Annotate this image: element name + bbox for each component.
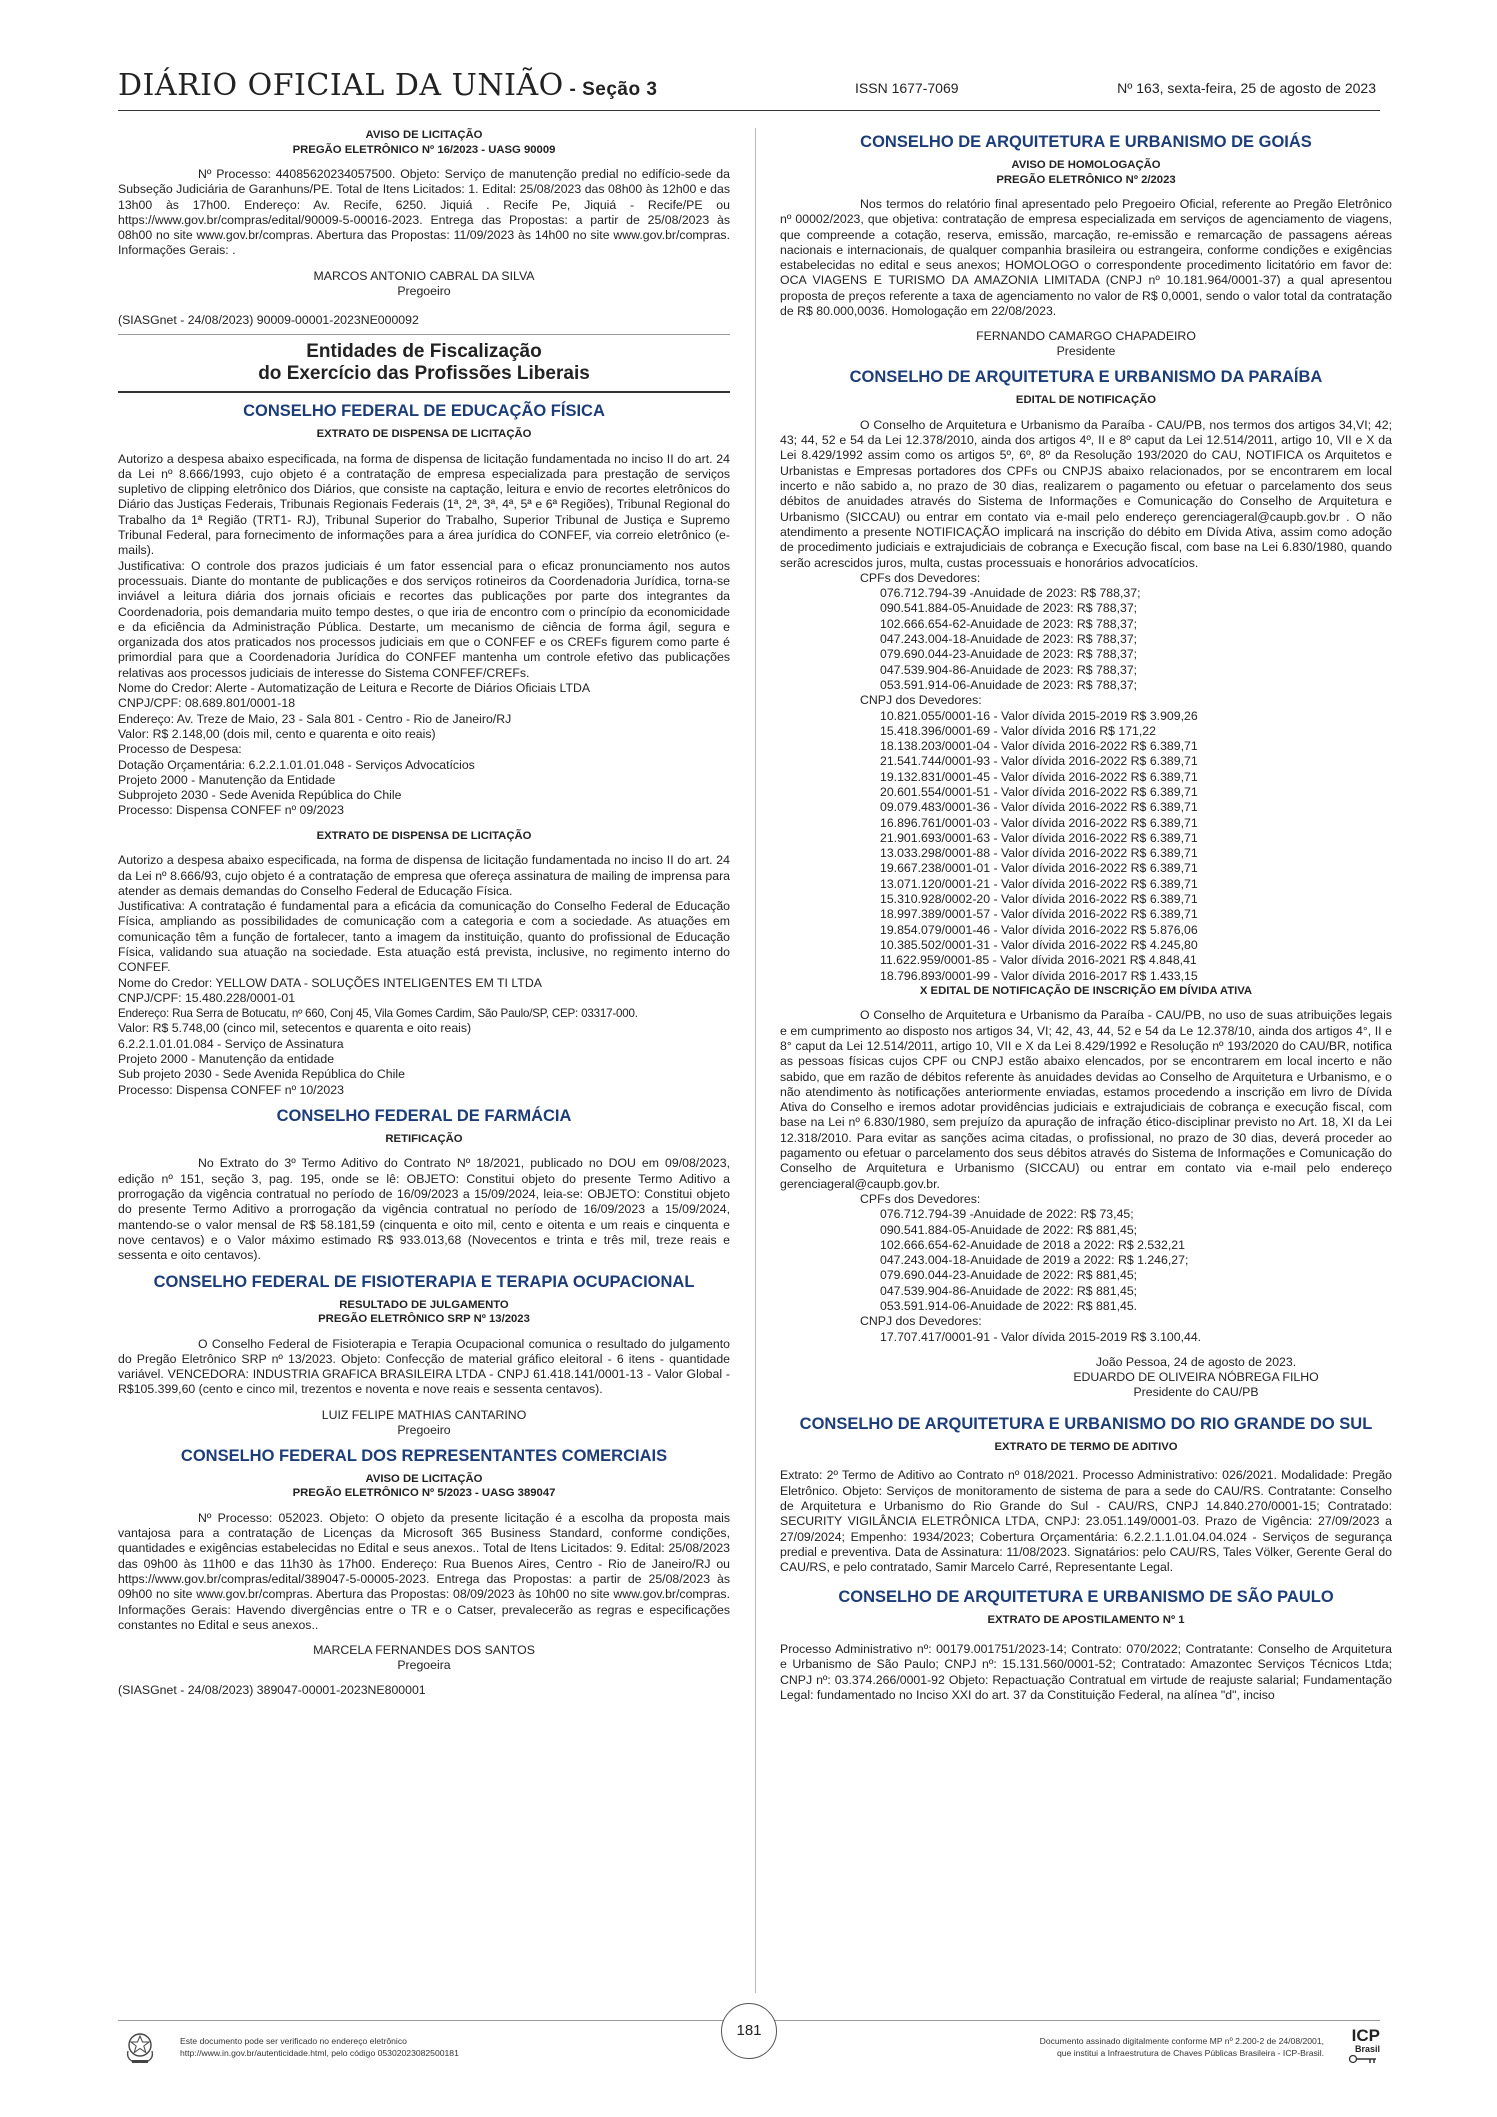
siasg-code: (SIASGnet - 24/08/2023) 389047-00001-2023NE800001 <box>118 1683 426 1698</box>
debtor-list <box>780 1192 1392 1345</box>
list-item: 19.132.831/0001-45 - Valor dívida 2016-2022 R$ 6.389,71 <box>880 769 1198 784</box>
org-title: CONSELHO FEDERAL DE FISIOTERAPIA E TERAPIA OCUPACIONAL <box>153 1272 695 1291</box>
notice-body: O Conselho Federal de Fisioterapia e Terapia Ocupacional comunica o resultado do julgamento do Pregão Eletrônico SRP nº 13/2023. Objeto: Confecção de material gráfico eleitoral - 6 itens - quantidade variável. VENCEDORA: INDUSTRIA GRAFICA BRASILEIRA LTDA - CNPJ 61.418.141/0001-13 - Valor Global - R$105.399,60 (cento e cinco mil, trezentos e noventa e nove reais e sessenta centavos). <box>118 1336 730 1397</box>
list-item: 11.622.959/0001-85 - Valor dívida 2016-2021 R$ 4.848,41 <box>880 953 1197 968</box>
list-item: 21.901.693/0001-63 - Valor dívida 2016-2022 R$ 6.389,71 <box>880 830 1198 845</box>
list-item: 076.712.794-39 -Anuidade de 2023: R$ 788,37; <box>880 586 1141 601</box>
detail-list <box>118 681 730 819</box>
notice-heading: X EDITAL DE NOTIFICAÇÃO DE INSCRIÇÃO EM DÍVIDA ATIVA <box>919 984 1253 997</box>
list-heading: CPFs dos Devedores: <box>860 1191 981 1206</box>
detail-line: Sub projeto 2030 - Sede Avenida República do Chile <box>118 1067 405 1082</box>
notice-heading: RETIFICAÇÃO <box>385 1132 463 1145</box>
list-heading: CNPJ dos Devedores: <box>860 1314 982 1329</box>
journal-name: DIÁRIO OFICIAL DA UNIÃO <box>118 68 564 103</box>
list-item: 19.667.238/0001-01 - Valor dívida 2016-2022 R$ 6.389,71 <box>880 861 1198 876</box>
list-item: 18.138.203/0001-04 - Valor dívida 2016-2022 R$ 6.389,71 <box>880 739 1198 754</box>
list-item: 16.896.761/0001-03 - Valor dívida 2016-2022 R$ 6.389,71 <box>880 815 1198 830</box>
org-block-cau-rs <box>780 1414 1392 1576</box>
detail-line: Endereço: Av. Treze de Maio, 23 - Sala 801 - Centro - Rio de Janeiro/RJ <box>118 711 512 726</box>
icp-logo-text: ICP <box>1351 2026 1380 2045</box>
page-footer <box>118 2020 1380 2081</box>
org-title: CONSELHO FEDERAL DOS REPRESENTANTES COMERCIAIS <box>180 1446 668 1465</box>
notice-body: O Conselho de Arquitetura e Urbanismo da Paraíba - CAU/PB, nos termos dos artigos 34,VI; 42; 43; 44, 52 e 54 da Lei 12.378/2010, ainda dos artigos 4º, II e 8º caput da Lei 12.514/2011, artigo 10, VII e X da Lei 8.429/1992 assim como os artigos 5º, 6º, 8º da Resolução 193/2020 do CAU, NOTIFICA os Arquitetos e Urbanistas e Empresas portadores dos CPFs ou CNPJS abaixo relacionados, por se encontrarem em local incerto e não sabido a, no prazo de 30 dias, realizarem o pagamento ou efetuar o parcelamento dos seus débitos de anuidades através do Sistema de Informações e Comunicação do Conselho de Arquitetura e Urbanismo (SICCAU) ou entrar em contato via e-mail pelo endereço gerenciageral@caupb.gov.br . O não atendimento a presente NOTIFICAÇÃO implicará na inscrição do débito em Dívida Ativa, assim como adoção de procedimento judiciais e extrajudiciais de cobrança e Execução fiscal, com base na Lei 6.830/1980, quando serão acrescidos juros, multa, custas processuais e honorários advocatícios. <box>780 417 1392 570</box>
signer-name: EDUARDO DE OLIVEIRA NÓBREGA FILHO <box>1073 1369 1319 1384</box>
signer-role: Pregoeiro <box>397 283 451 298</box>
notice-heading: AVISO DE LICITAÇÃO <box>365 129 483 141</box>
notice-body: Extrato: 2º Termo de Aditivo ao Contrato nº 018/2021. Processo Administrativo: 026/2021. Modalidade: Pregão Eletrônico. Objeto: Serviços de monitoramento de sistema de para a sede do CAU/RS. Contratante: Conselho de Arquitetura e Urbanismo do Rio Grande do Sul - CAU/RS, CNPJ 14.840.270/0001-15; Contratado: SECURITY VIGILÂNCIA ELETRÔNICA LTDA, CNPJ: 23.051.149/0001-03. Prazo de Vigência: 27/09/2023 a 27/09/2024; Empenho: 1934/2023; Cobertura Orçamentária: 6.2.2.1.1.01.04.04.024 - Serviços de segurança predial e preventiva. Data de Assinatura: 11/08/2023. Signatários: pelo CAU/RS, Tales Völker, Gerente Geral do CAU/RS, e pelo contratado, Samir Marcelo Carré, Representante Legal. <box>780 1468 1392 1575</box>
journal-title <box>118 68 657 103</box>
debtor-list <box>780 571 1392 984</box>
list-item: 047.243.004-18-Anuidade de 2023: R$ 788,37; <box>880 632 1138 647</box>
coat-of-arms-icon <box>122 2029 158 2065</box>
notice-body: No Extrato do 3º Termo Aditivo do Contrato Nº 18/2021, publicado no DOU em 09/08/2023, edição nº 151, seção 3, pag. 195, onde se lê: OBJETO: Constitui objeto do presente Termo Aditivo a prorrogação da vigência contratual no período de 16/09/2023 a 15/09/2024, leia-se: OBJETO: Constitui objeto do presente Termo Aditivo a prorrogação da vigência contratual no período de 16/09/2023 a 15/09/2024, mantendo-se o valor mensal de R$ 58.181,59 (cinquenta e oito mil, cento e oitenta e um reais e cinquenta e nove centavos) e o Valor máximo estimado R$ 933.013,68 (Novecentos e trinta e três mil, treze reais e sessenta e oito centavos). <box>118 1156 730 1263</box>
verification-line-1: Este documento pode ser verificado no endereço eletrônico <box>180 2036 407 2046</box>
notice-body: Autorizo a despesa abaixo especificada, na forma de dispensa de licitação fundamentada no inciso II do art. 24 da Lei nº 8.666/93, cujo objeto é a contratação de empresa que ofereça assinatura de mailing de imprensa para atender as demais demandas do Conselho Federal de Educação Física. <box>118 853 730 898</box>
list-item: 047.539.904-86-Anuidade de 2022: R$ 881,45; <box>880 1283 1138 1298</box>
notice-body: O Conselho de Arquitetura e Urbanismo da Paraíba - CAU/PB, no uso de suas atribuições legais e em cumprimento ao disposto nos artigos 34, VI; 42, 43, 44, 52 e 54 da Le 12.378/10, ainda dos artigos 4°, II e 8° caput da Lei 12.514/2011, artigo 10, VII e X da Lei 8.429/1992 e Resolução nº 193/2020 do CAU/BR, notifica as pessoas físicas cujos CPF ou CNPJ estão abaixo elencados, por se encontrarem em local incerto e não sabido, que em razão de débitos referente às anuidades devidas ao Conselho de Arquitetura e Urbanismo, e o não atendimento às notificações anteriormente enviadas, estamos procedendo a inscrição em livro de Dívida Ativa do Conselho e iremos adotar providências judiciais e extrajudiciais de cobrança e execução fiscal, com base na Lei nº 6.830/1980, sem prejuízo da apuração de infração ético-disciplinar previsto no Art. 18, XI da Lei 12.318/2010. Para evitar as sanções acima citadas, o profissional, no prazo de 30 dias, deverá proceder ao pagamento ou efetuar o parcelamento dos seus débitos através do Sistema de Informações e Comunicação do Conselho de Arquitetura e Urbanismo (SICCAU) ou entrar em contato via e-mail pelo endereço gerenciageral@caupb.gov.br. <box>780 1008 1392 1191</box>
list-item: 19.854.079/0001-46 - Valor dívida 2016-2022 R$ 5.876,06 <box>880 922 1198 937</box>
org-block-cff <box>118 1106 730 1264</box>
list-item: 15.418.396/0001-69 - Valor dívida 2016 R$ 171,22 <box>880 723 1156 738</box>
list-item: 090.541.884-05-Anuidade de 2023: R$ 788,37; <box>880 601 1138 616</box>
notice-aviso-licitacao-uasg-90009 <box>118 128 730 335</box>
section-title-line-2: do Exercício das Profissões Liberais <box>258 363 590 385</box>
notice-heading: RESULTADO DE JULGAMENTO <box>339 1298 509 1311</box>
signer-name: FERNANDO CAMARGO CHAPADEIRO <box>976 329 1196 344</box>
notice-subheading: PREGÃO ELETRÔNICO Nº 2/2023 <box>996 173 1176 186</box>
signature-note <box>1040 2035 1324 2059</box>
list-item: 102.666.654-62-Anuidade de 2023: R$ 788,37; <box>880 616 1138 631</box>
verification-line-2: http://www.in.gov.br/autenticidade.html, pelo código 05302023082500181 <box>180 2048 459 2058</box>
list-heading: CNPJ dos Devedores: <box>860 693 982 708</box>
notice-subheading: PREGÃO ELETRÔNICO Nº 5/2023 - UASG 389047 <box>292 1487 556 1500</box>
notice-heading: EXTRATO DE APOSTILAMENTO Nº 1 <box>987 1614 1185 1627</box>
verification-note <box>180 2035 459 2059</box>
list-item: 10.385.502/0001-31 - Valor dívida 2016-2022 R$ 4.245,80 <box>880 937 1198 952</box>
edition-date: Nº 163, sexta-feira, 25 de agosto de 2023 <box>1117 80 1376 96</box>
org-title: CONSELHO FEDERAL DE EDUCAÇÃO FÍSICA <box>243 402 605 421</box>
detail-line: Endereço: Rua Serra de Botucatu, nº 660, Conj 45, Vila Gomes Cardim, São Paulo/SP, CEP: 03317-000. <box>118 1007 638 1021</box>
notice-body: Nos termos do relatório final apresentado pelo Pregoeiro Oficial, referente ao Pregão Eletrônico nº 00002/2023, que objetiva: contratação de empresa especializada em serviços de agenciamento de viagens, que compreende a cotação, reserva, emissão, marcação, re-emissão e remarcação de passagens aéreas nacionais e internacionais, de qualquer companhia brasileira ou estrangeira, conforme condições e exigências estabelecidas no edital e seus anexos; HOMOLOGO o correspondente procedimento licitatório em favor de: OCA VIAGENS E TURISMO DA AMAZONIA LIMITADA (CNPJ nº 10.181.964/0001-37) a qual apresentou proposta de preços referente a taxa de agenciamento no valor de R$ 0,0001, sendo o valor total da contratação de R$ 80.000,0036. Homologação em 22/08/2023. <box>780 197 1392 319</box>
list-item: 09.079.483/0001-36 - Valor dívida 2016-2022 R$ 6.389,71 <box>880 800 1198 815</box>
org-block-coffito <box>118 1272 730 1438</box>
list-item: 18.796.893/0001-99 - Valor dívida 2016-2017 R$ 1.433,15 <box>880 968 1198 983</box>
list-item: 053.591.914-06-Anuidade de 2023: R$ 788,37; <box>880 677 1138 692</box>
org-block-core <box>118 1446 730 1699</box>
list-item: 090.541.884-05-Anuidade de 2022: R$ 881,45; <box>880 1222 1138 1237</box>
signature-line-2: que institui a Infraestrutura de Chaves Públicas Brasileira - ICP-Brasil. <box>1057 2048 1324 2058</box>
signer-role: Pregoeiro <box>397 1422 451 1437</box>
icp-brasil-logo <box>1336 2027 1380 2071</box>
detail-line: Nome do Credor: Alerte - Automatização de Leitura e Recorte de Diários Oficiais LTDA <box>118 681 591 696</box>
notice-heading: EXTRATO DE DISPENSA DE LICITAÇÃO <box>316 428 532 441</box>
list-item: 053.591.914-06-Anuidade de 2022: R$ 881,45. <box>880 1299 1138 1313</box>
list-item: 10.821.055/0001-16 - Valor dívida 2015-2019 R$ 3.909,26 <box>880 708 1198 723</box>
column-divider <box>755 128 756 1993</box>
icp-logo-subtext: Brasil <box>1354 2044 1380 2054</box>
notice-body: Processo Administrativo nº: 00179.001751/2023-14; Contrato: 070/2022; Contratante: Conselho de Arquitetura e Urbanismo de São Paulo; CNPJ nº: 15.131.560/0001-52; Contratado: Amazontec Serviços Técnicos Ltda; CNPJ nº: 03.374.266/0001-92 Objeto: Repactuação Contratual em virtude de reajuste salarial; Fundamentação Legal: fundamentado no Inciso XXI do art. 37 da Constituição Federal, na alínea "d", inciso <box>780 1641 1392 1702</box>
notice-heading: EXTRATO DE DISPENSA DE LICITAÇÃO <box>316 829 532 842</box>
list-item: 102.666.654-62-Anuidade de 2018 a 2022: R$ 2.532,21 <box>880 1237 1185 1252</box>
list-item: 047.243.004-18-Anuidade de 2019 a 2022: R$ 1.246,27; <box>880 1253 1189 1268</box>
issn: ISSN 1677-7069 <box>855 80 959 96</box>
detail-line: Projeto 2000 - Manutenção da Entidade <box>118 772 336 787</box>
list-item: 079.690.044-23-Anuidade de 2022: R$ 881,45; <box>880 1268 1138 1283</box>
list-item: 20.601.554/0001-51 - Valor dívida 2016-2022 R$ 6.389,71 <box>880 785 1198 799</box>
org-title: CONSELHO DE ARQUITETURA E URBANISMO DE GOIÁS <box>860 133 1312 151</box>
notice-body: Nº Processo: 44085620234057500. Objeto: Serviço de manutenção predial no edifício-sede da Subseção Judiciária de Garanhuns/PE. Total de Itens Licitados: 1. Edital: 25/08/2023 das 08h00 às 12h00 e das 13h00 às 17h00. Endereço: Av. Recife, 6250. Jiquiá . Recife Pe, Jiquiá - Recife/PE ou https://www.gov.br/compras/edital/90009-5-00016-2023. Entrega das Propostas: a partir de 25/08/2023 às 08h00 no site www.gov.br/compras. Abertura das Propostas: 11/09/2023 às 14h00 no site www.gov.br/compras. Informações Gerais: . <box>118 167 730 258</box>
org-title: CONSELHO DE ARQUITETURA E URBANISMO DE SÃO PAULO <box>838 1588 1334 1607</box>
notice-justification: Justificativa: A contratação é fundamental para a eficácia da comunicação do Conselho Federal de Educação Física, ampliando as possibilidades de comunicação com a categoria e com a sociedade. As atuações em comunicação têm a função de fortalecer, tanto a imagem da instituição, quanto do profissional de Educação Física, validando sua atuação na sociedade. Esta atuação está prevista, inclusive, no regimento interno do CONFEF. <box>118 899 730 975</box>
list-item: 13.033.298/0001-88 - Valor dívida 2016-2022 R$ 6.389,71 <box>880 846 1198 861</box>
detail-list <box>118 976 730 1098</box>
detail-line: Dotação Orçamentária: 6.2.2.1.01.01.048 - Serviços Advocatícios <box>118 757 475 772</box>
page-header <box>118 66 1380 111</box>
signature-line-1: Documento assinado digitalmente conforme MP nº 2.200-2 de 24/08/2001, <box>1039 2036 1324 2046</box>
org-block-cfef <box>118 401 730 1098</box>
page-number: 181 <box>721 2003 777 2059</box>
signer-name: MARCOS ANTONIO CABRAL DA SILVA <box>313 268 535 283</box>
place-date: João Pessoa, 24 de agosto de 2023. <box>1095 1354 1297 1369</box>
divider <box>118 334 730 335</box>
signer-role: Pregoeira <box>397 1658 451 1673</box>
key-icon <box>1348 2054 1378 2064</box>
notice-heading: AVISO DE HOMOLOGAÇÃO <box>1011 159 1161 171</box>
list-item: 17.707.417/0001-91 - Valor dívida 2015-2019 R$ 3.100,44. <box>880 1329 1202 1344</box>
detail-line: Valor: R$ 5.748,00 (cinco mil, setecentos e quarenta e oito reais) <box>118 1021 472 1036</box>
detail-line: Nome do Credor: YELLOW DATA - SOLUÇÕES INTELIGENTES EM TI LTDA <box>118 975 542 990</box>
notice-body: Nº Processo: 052023. Objeto: O objeto da presente licitação é a escolha da proposta mais vantajosa para a contratação de Licenças da Microsoft 365 Business Standard, conforme condições, quantidades e exigências estabelecidas no Edital e seus anexos.. Total de Itens Licitados: 9. Edital: 25/08/2023 das 09h00 às 11h00 e das 11h30 às 17h00. Endereço: Rua Buenos Aires, Centro - Rio de Janeiro/RJ ou https://www.gov.br/compras/edital/389047-5-00005-2023. Entrega das Propostas: a partir de 25/08/2023 às 09h00 no site www.gov.br/compras. Abertura das Propostas: 08/09/2023 às 10h00 no site www.gov.br/compras. Informações Gerais: Havendo divergências entre o TR e o Catser, prevalecerão as regras e especificações constantes no Edital e seus anexos.. <box>118 1510 730 1632</box>
detail-line: Valor: R$ 2.148,00 (dois mil, cento e quarenta e oito reais) <box>118 726 436 741</box>
notice-heading: EXTRATO DE TERMO DE ADITIVO <box>994 1440 1178 1453</box>
list-item: 18.997.389/0001-57 - Valor dívida 2016-2022 R$ 6.389,71 <box>880 907 1198 922</box>
org-block-cau-sp <box>780 1587 1392 1703</box>
detail-line: Processo: Dispensa CONFEF nº 09/2023 <box>118 803 344 818</box>
list-heading: CPFs dos Devedores: <box>860 570 981 585</box>
list-item: 079.690.044-23-Anuidade de 2023: R$ 788,37; <box>880 647 1138 662</box>
left-column <box>118 128 730 1698</box>
org-title: CONSELHO DE ARQUITETURA E URBANISMO DA PARAÍBA <box>849 368 1323 387</box>
detail-line: Projeto 2000 - Manutenção da entidade <box>118 1052 335 1067</box>
org-block-cau-go <box>780 132 1392 359</box>
right-column <box>780 128 1392 1703</box>
list-item: 21.541.744/0001-93 - Valor dívida 2016-2022 R$ 6.389,71 <box>880 754 1198 769</box>
notice-subheading: PREGÃO ELETRÔNICO SRP Nº 13/2023 <box>318 1313 530 1326</box>
detail-line: CNPJ/CPF: 15.480.228/0001-01 <box>118 990 296 1005</box>
org-block-cau-pb <box>780 367 1392 1400</box>
list-item: 047.539.904-86-Anuidade de 2023: R$ 788,37; <box>880 662 1138 677</box>
notice-justification: Justificativa: O controle dos prazos judiciais é um fator essencial para o eficaz pronunciamento nos autos processuais. Diante do montante de publicações e dos serviços rotineiros da Coordenadoria Jurídica, torna-se inviável a leitura diária dos jornais oficiais e recortes das publicações por parte dos integrantes da Coordenadoria, pois demandaria muito tempo destes, o que iria de encontro com o princípio da economicidade e da eficiência da Administração Pública. Destarte, um mecanismo de ciência de forma ágil, segura e organizada dos atos praticados nos processos judiciais em que o CONFEF e os CREFs figurem como parte é primordial para que a Coordenadoria Jurídica do CONFEF mantenha um controle efetivo das publicações relativas aos processos judiciais de interesse do Sistema CONFEF/CREFs. <box>118 558 730 680</box>
signer-name: LUIZ FELIPE MATHIAS CANTARINO <box>321 1407 527 1422</box>
section-title-entidades <box>118 341 730 393</box>
signer-name: MARCELA FERNANDES DOS SANTOS <box>313 1643 535 1658</box>
notice-heading: EDITAL DE NOTIFICAÇÃO <box>1015 394 1157 407</box>
section-label: - Seção 3 <box>563 79 658 100</box>
section-title-line-1: Entidades de Fiscalização <box>306 341 542 363</box>
notice-body: Autorizo a despesa abaixo especificada, na forma de dispensa de licitação fundamentada no inciso II do art. 24 da Lei nº 8.666/1993, cujo objeto é a contratação de empresa especializada para prestação de serviços supletivo de clipping eletrônico dos Diários, que consiste na captação, leitura e envio de recortes eletrônicos do Diário das Justiças Federais, Tribunais Regionais Federais (1ª, 2ª, 3ª, 4ª, 5ª e 6ª Regiões), Tribunal Regional do Trabalho da 1ª Região (TRT1- RJ), Tribunal Superior do Trabalho, Superior Tribunal de Justiça e Supremo Tribunal Federal, para fornecimento de informações para a área jurídica do CONFEF, via correio eletrônico (e-mails). <box>118 451 730 558</box>
list-item: 076.712.794-39 -Anuidade de 2022: R$ 73,45; <box>880 1207 1134 1222</box>
notice-subheading: PREGÃO ELETRÔNICO Nº 16/2023 - UASG 90009 <box>292 143 556 156</box>
detail-line: Subprojeto 2030 - Sede Avenida República do Chile <box>118 788 402 803</box>
org-title: CONSELHO FEDERAL DE FARMÁCIA <box>276 1106 572 1125</box>
detail-line: 6.2.2.1.01.01.084 - Serviço de Assinatura <box>118 1036 344 1051</box>
signer-role: Presidente <box>1056 344 1116 359</box>
list-item: 15.310.928/0002-20 - Valor dívida 2016-2022 R$ 6.389,71 <box>880 892 1198 907</box>
detail-line: Processo: Dispensa CONFEF nº 10/2023 <box>118 1082 344 1097</box>
list-item: 13.071.120/0001-21 - Valor dívida 2016-2022 R$ 6.389,71 <box>880 876 1198 891</box>
notice-heading: AVISO DE LICITAÇÃO <box>365 1472 483 1485</box>
signer-role: Presidente do CAU/PB <box>1133 1384 1259 1399</box>
siasg-code: (SIASGnet - 24/08/2023) 90009-00001-2023NE000092 <box>118 312 419 327</box>
detail-line: CNPJ/CPF: 08.689.801/0001-18 <box>118 696 296 711</box>
org-title: CONSELHO DE ARQUITETURA E URBANISMO DO RIO GRANDE DO SUL <box>799 1414 1373 1433</box>
detail-line: Processo de Despesa: <box>118 742 242 757</box>
